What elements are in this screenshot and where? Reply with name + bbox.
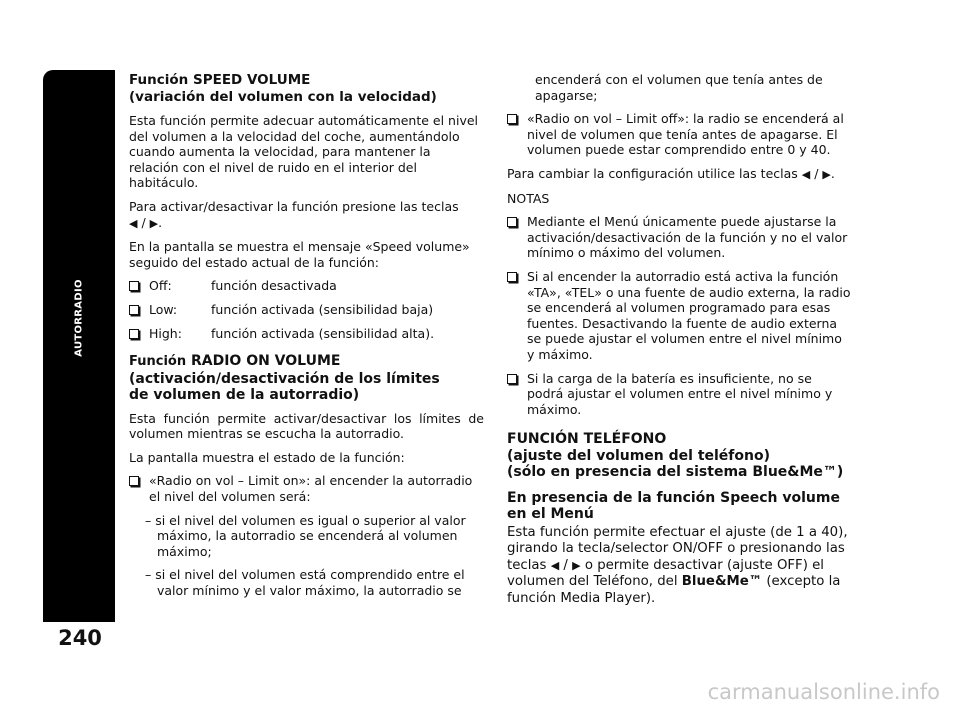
- right-arrow-icon: ▶: [149, 216, 159, 230]
- left-arrow-icon: ◀: [129, 216, 138, 230]
- note-1: Mediante el Menú únicamente puede ajustarse la activación/desactivación de la función y no el valor mínimo o máximo del volumen.: [507, 214, 852, 261]
- speech-volume-title: En presencia de la función Speech volume en el Menú: [507, 489, 840, 523]
- left-arrow-icon: ◀: [801, 167, 811, 181]
- right-column: [507, 72, 852, 615]
- option-low: Low: función activada (sensibilidad baja): [129, 302, 484, 318]
- checkbox-bullet-icon: [129, 476, 139, 486]
- watermark: carmanualsonline.info: [707, 680, 940, 704]
- radio-limit-on-bullet: «Radio on vol – Limit on»: al encender la autorradio el nivel del volumen será:: [129, 473, 484, 504]
- speed-volume-keys-instruction: Para activar/desactivar la función presione las teclas ◀ / ▶.: [129, 198, 459, 230]
- speech-volume-description: Esta función permite efectuar el ajuste (de 1 a 40), girando la tecla/selector ON/OFF o presionando las teclas ◀ / ▶ o permite desactivar (ajuste OFF) el volumen del Teléfono, del Blue&Me™ (excepto la función Media Player).: [507, 524, 848, 606]
- checkbox-bullet-icon: [129, 305, 139, 315]
- left-column: [129, 72, 484, 607]
- option-high: High: función activada (sensibilidad alta).: [129, 326, 484, 342]
- notes-heading: NOTAS: [507, 190, 550, 206]
- note-3: Si la carga de la batería es insuficiente, no se podrá ajustar el volumen entre el nivel mínimo y máximo.: [507, 371, 852, 418]
- radio-on-volume-status: La pantalla muestra el estado de la función:: [129, 449, 405, 465]
- speed-volume-display-text: En la pantalla se muestra el mensaje «Speed volume» seguido del estado actual de la función:: [129, 239, 470, 270]
- checkbox-bullet-icon: [507, 217, 517, 227]
- page-number: 240: [58, 626, 102, 650]
- right-arrow-icon: ▶: [572, 558, 581, 572]
- checkbox-bullet-icon: [129, 281, 139, 291]
- radio-on-volume-description: Esta función permite activar/desactivar los límites de volumen mientras se escucha la autorradio.: [129, 410, 484, 442]
- checkbox-bullet-icon: [507, 374, 517, 384]
- radio-limit-off-bullet: «Radio on vol – Limit off»: la radio se encenderá al nivel de volumen que tenía antes de apagarse. El volumen puede estar comprendido entre 0 y 40.: [507, 111, 852, 158]
- continued-text: encenderá con el volumen que tenía antes de apagarse;: [535, 72, 823, 103]
- radio-limit-on-dash-2: – si el nivel del volumen está comprendido entre el valor mínimo y el valor máximo, la autorradio se: [145, 567, 465, 598]
- speed-volume-title: Función SPEED VOLUME: [129, 72, 311, 88]
- speed-volume-subtitle: (variación del volumen con la velocidad): [129, 88, 437, 105]
- checkbox-bullet-icon: [129, 329, 139, 339]
- left-arrow-icon: ◀: [550, 558, 560, 572]
- checkbox-bullet-icon: [507, 272, 517, 282]
- checkbox-bullet-icon: [507, 114, 517, 124]
- chapter-label: AUTORRADIO: [73, 279, 85, 357]
- right-arrow-icon: ▶: [822, 167, 831, 181]
- radio-on-volume-title: Función RADIO ON VOLUME (activación/desactivación de los límites de volumen de la autorradio): [129, 353, 440, 404]
- speed-volume-description: Esta función permite adecuar automáticamente el nivel del volumen a la velocidad del coche, aumentándolo cuando aumenta la velocidad, para mantener la relación con el nivel de ruido en el interior del habitáculo.: [129, 113, 479, 191]
- radio-limit-on-dash-1: – si el nivel del volumen es igual o superior al valor máximo, la autorradio se encenderá al volumen máximo;: [145, 512, 466, 559]
- note-2: Si al encender la autorradio está activa la función «TA», «TEL» o una fuente de audio externa, la radio se encenderá al volumen programado para esas fuentes. Desactivando la fuente de audio externa se puede ajustar el volumen entre el nivel mínimo y máximo.: [507, 269, 852, 363]
- phone-function-title: FUNCIÓN TELÉFONO (ajuste del volumen del teléfono) (sólo en presencia del sistema Blue&Me™): [507, 431, 844, 481]
- option-off: Off: función desactivada: [129, 278, 484, 294]
- change-config-instruction: Para cambiar la configuración utilice las teclas ◀ / ▶.: [507, 165, 835, 181]
